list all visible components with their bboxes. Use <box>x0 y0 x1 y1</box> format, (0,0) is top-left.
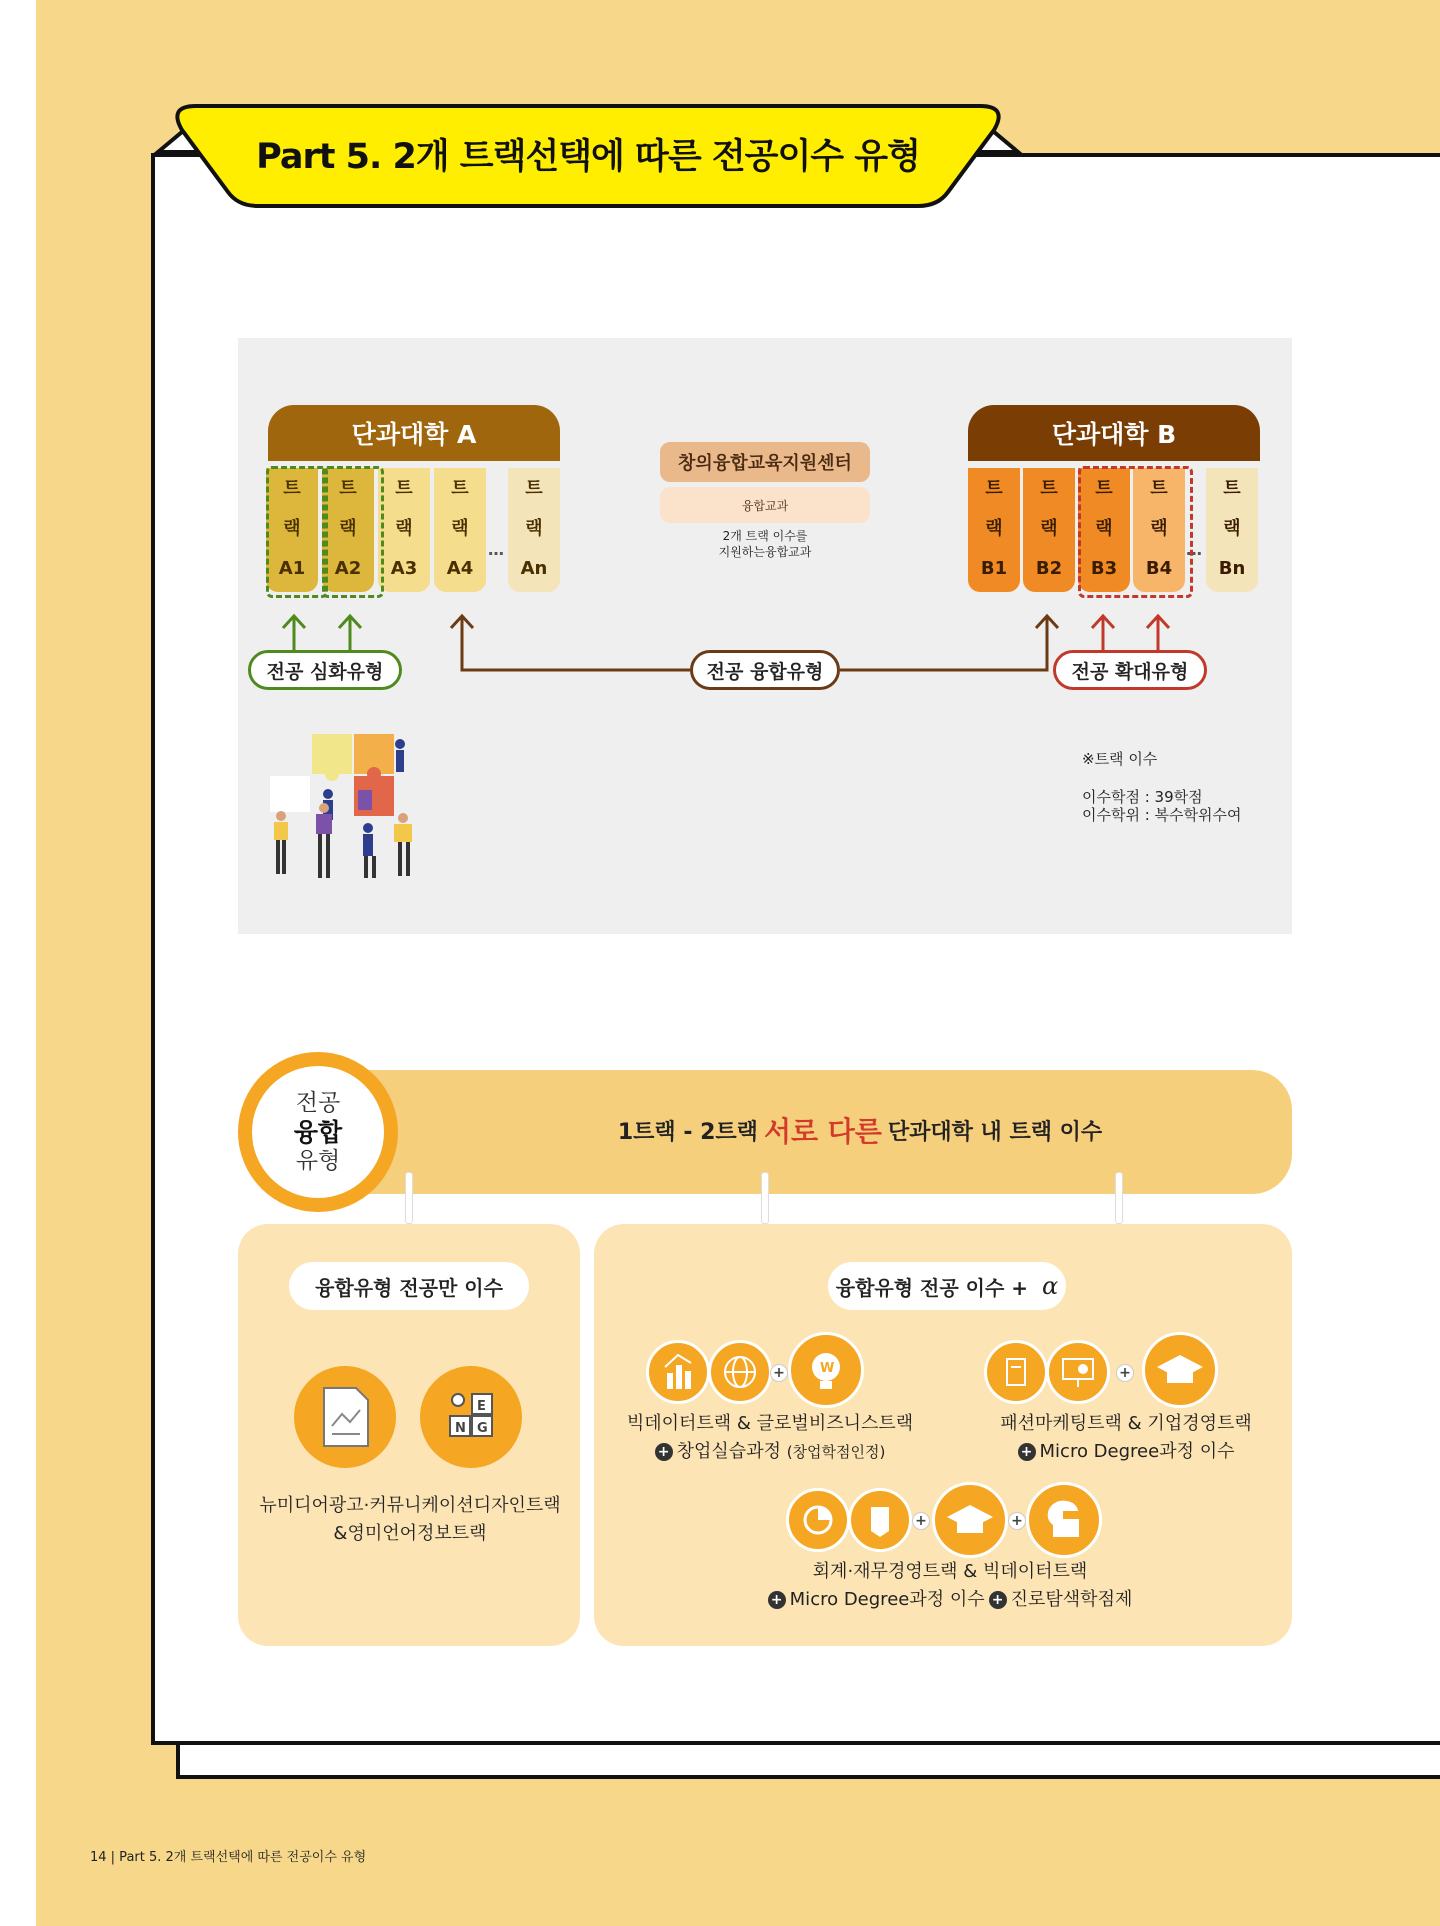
track-char: 트 <box>1095 478 1113 499</box>
track-label: A3 <box>390 558 418 579</box>
convergence-only-pill: 융합유형 전공만 이수 <box>289 1262 529 1310</box>
center-subject: 융합교과 <box>660 487 870 523</box>
svg-text:N: N <box>455 1421 466 1436</box>
letter-blocks-icon <box>420 1366 522 1468</box>
badge-line: 융합 <box>293 1117 343 1147</box>
track-char: 트 <box>451 478 469 499</box>
center-note-line: 지원하는융합교과 <box>718 545 812 559</box>
pie-chart-icon <box>786 1488 850 1552</box>
track-char: 트 <box>283 478 301 499</box>
track-label: A2 <box>334 558 362 579</box>
group1-line2-text: 창업실습과정 <box>676 1441 781 1462</box>
badge-line: 전공 <box>295 1089 341 1116</box>
badge-line: 유형 <box>295 1147 341 1174</box>
track-char: 트 <box>525 478 543 499</box>
center-note-line: 2개 트랙 이수를 <box>722 529 808 543</box>
band-text-pre: 1트랙 - 2트랙 <box>617 1119 758 1145</box>
caption-line: &영미언어정보트랙 <box>333 1523 487 1544</box>
track-char: 랙 <box>985 518 1003 539</box>
graduation-cap-icon <box>1142 1332 1218 1408</box>
group1-line1: 빅데이터트랙 & 글로벌비즈니스트랙 <box>626 1413 914 1434</box>
track-char: 트 <box>1223 478 1241 499</box>
presentation-icon <box>1046 1340 1110 1404</box>
puzzle-team-illustration <box>268 728 428 884</box>
track-char: 트 <box>1150 478 1168 499</box>
track-char: 랙 <box>395 518 413 539</box>
track-note-title: ※트랙 이수 <box>1082 750 1158 768</box>
connector-left <box>405 1172 413 1224</box>
track-note-credits: 이수학점 : 39학점 <box>1082 788 1203 806</box>
ellipsis-b: … <box>1186 540 1202 559</box>
connector-middle <box>761 1172 769 1224</box>
track-label: Bn <box>1218 558 1246 579</box>
expand-arrows <box>1092 616 1169 650</box>
college-a-header: 단과대학 A <box>268 405 560 461</box>
badge-inner <box>252 1066 384 1198</box>
svg-text:E: E <box>477 1399 486 1414</box>
track-label: B3 <box>1090 558 1118 579</box>
connector-right <box>1115 1172 1123 1224</box>
page-title: Part 5. 2개 트랙선택에 따른 전공이수 유형 <box>256 137 920 177</box>
group2-line2 <box>986 1438 1266 1466</box>
convergence-band-text <box>560 1108 1160 1152</box>
track-label: B2 <box>1035 558 1063 579</box>
group2-line2-text: Micro Degree과정 이수 <box>1039 1441 1235 1462</box>
device-icon <box>984 1340 1048 1404</box>
plus-pill-text: 융합유형 전공 이수 + <box>835 1275 1028 1300</box>
group3-line2b: 진로탐색학점제 <box>1010 1589 1133 1610</box>
caption-line: 뉴미디어광고·커뮤니케이션디자인트랙 <box>259 1495 561 1516</box>
graduation-cap-icon <box>932 1482 1008 1558</box>
document-icon <box>294 1366 396 1468</box>
idea-bulb-icon <box>788 1332 864 1408</box>
track-char: 트 <box>339 478 357 499</box>
group2-line1: 패션마케팅트랙 & 기업경영트랙 <box>1000 1413 1252 1434</box>
globe-icon <box>708 1340 772 1404</box>
track-label: A1 <box>278 558 306 579</box>
track-char: 랙 <box>283 518 301 539</box>
plus-icon: + <box>1008 1512 1026 1530</box>
plus-icon: + <box>912 1512 930 1530</box>
page-footer: 14 | Part 5. 2개 트랙선택에 따른 전공이수 유형 <box>90 1850 367 1865</box>
track-char: 랙 <box>339 518 357 539</box>
center-title: 창의융합교육지원센터 <box>660 442 870 482</box>
svg-text:W: W <box>820 1361 835 1376</box>
college-b-header: 단과대학 B <box>968 405 1260 461</box>
convergence-plus-pill <box>828 1262 1066 1310</box>
group2-caption <box>986 1410 1266 1466</box>
group3-caption <box>740 1558 1160 1614</box>
track-char: 트 <box>1040 478 1058 499</box>
track-char: 랙 <box>451 518 469 539</box>
plus-icon: + <box>768 1591 786 1609</box>
deep-type-label: 전공 심화유형 <box>248 650 402 690</box>
convergence-badge <box>238 1052 398 1212</box>
track-char: 트 <box>985 478 1003 499</box>
convergence-only-caption <box>250 1492 570 1548</box>
track-label: B1 <box>980 558 1008 579</box>
svg-text:G: G <box>477 1421 488 1436</box>
band-text-highlight: 서로 다른 <box>763 1115 882 1148</box>
track-char: 트 <box>395 478 413 499</box>
track-char: 랙 <box>1095 518 1113 539</box>
track-note-degree: 이수학위 : 복수학위수여 <box>1082 806 1242 824</box>
growth-chart-icon <box>646 1340 710 1404</box>
group1-line2 <box>600 1438 940 1466</box>
explorer-head-icon <box>1026 1482 1102 1558</box>
ellipsis-a: … <box>488 540 504 559</box>
plus-icon: + <box>1116 1364 1134 1382</box>
convergence-type-label: 전공 융합유형 <box>690 650 840 690</box>
group1-line2-note: (창업학점인정) <box>786 1443 886 1461</box>
group3-line2 <box>740 1586 1160 1614</box>
track-label: A4 <box>446 558 474 579</box>
group3-line2a: Micro Degree과정 이수 <box>789 1589 985 1610</box>
shield-document-icon <box>848 1488 912 1552</box>
track-label: B4 <box>1145 558 1173 579</box>
diagram-arrows <box>0 0 1440 760</box>
plus-icon: + <box>770 1364 788 1382</box>
track-char: 랙 <box>1223 518 1241 539</box>
track-char: 랙 <box>1150 518 1168 539</box>
band-text-post: 단과대학 내 트랙 이수 <box>887 1119 1103 1145</box>
group1-caption <box>600 1410 940 1466</box>
track-char: 랙 <box>1040 518 1058 539</box>
alpha-symbol: α <box>1042 1272 1059 1300</box>
track-char: 랙 <box>525 518 543 539</box>
plus-icon: + <box>655 1443 673 1461</box>
plus-icon: + <box>989 1591 1007 1609</box>
deep-arrows <box>283 616 361 650</box>
group3-line1: 회계·재무경영트랙 & 빅데이터트랙 <box>812 1561 1088 1582</box>
track-label: An <box>520 558 548 579</box>
expand-type-label: 전공 확대유형 <box>1053 650 1207 690</box>
plus-icon: + <box>1018 1443 1036 1461</box>
